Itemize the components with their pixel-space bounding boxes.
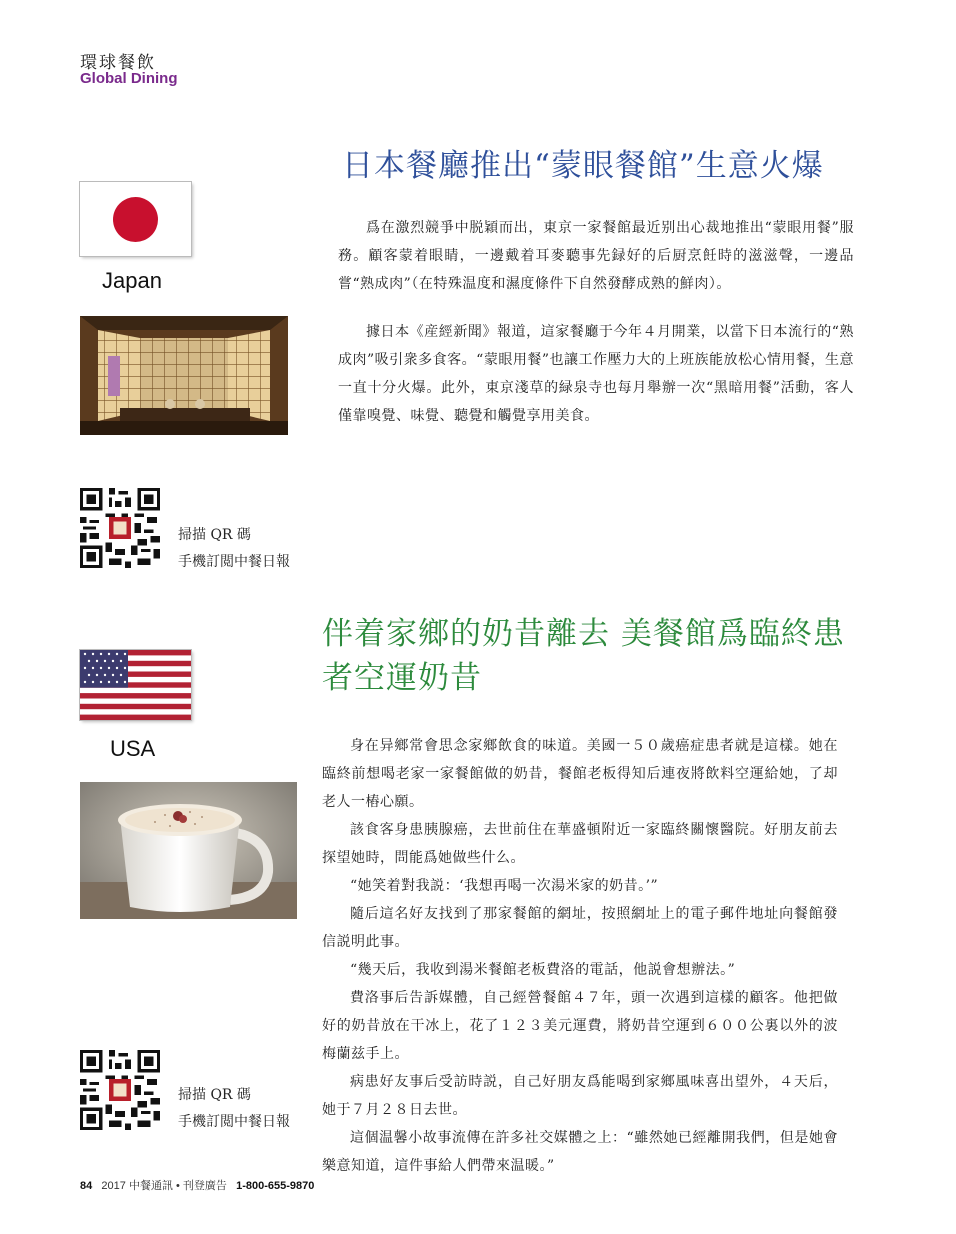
qr-code-icon[interactable]	[80, 488, 160, 568]
footer-text: 2017 中餐通訊 • 刊登廣告	[101, 1180, 227, 1192]
qr-caption-line1: 掃描 QR 碼	[178, 527, 251, 543]
japan-flag-icon	[80, 182, 191, 256]
qr-code-icon[interactable]	[80, 1050, 160, 1130]
usa-flag-icon	[80, 650, 191, 720]
article2-paragraph: 隨后這名好友找到了那家餐館的網址，按照網址上的電子郵件地址向餐館發信説明此事。	[322, 906, 838, 950]
article1-country-label: Japan	[102, 268, 162, 293]
section-title-en: Global Dining	[80, 70, 178, 87]
article1-paragraph: 據日本《産經新聞》報道，這家餐廳于今年４月開業，以當下日本流行的“熟成肉”吸引衆多食客。“蒙眼用餐”也讓工作壓力大的上班族能放松心情用餐，生意一直十分火爆。此外，東京淺草的緑泉寺也每月舉辦一次“黑暗用餐”活動，客人僅靠嗅覺、味覺、聽覺和觸覺享用美食。	[338, 324, 854, 424]
article2-paragraph: “幾天后，我收到湯米餐館老板費洛的電話，他説會想辦法。”	[350, 962, 736, 978]
article2-paragraph: 費洛事后告訴媒體，自己經營餐館４７年，頭一次遇到這樣的顧客。他把做好的奶昔放在干冰上，花了１２３美元運費，將奶昔空運到６００公裏以外的波梅蘭兹手上。	[322, 990, 838, 1062]
qr-caption	[178, 1082, 290, 1136]
article2-paragraph: 該食客身患胰腺癌，去世前住在華盛頓附近一家臨終關懷醫院。好朋友前去探望她時，問能爲她做些什么。	[322, 822, 838, 866]
section-title-cn: 環球餐飲	[80, 53, 156, 73]
article2-paragraph: 這個温馨小故事流傳在許多社交媒體之上：“雖然她已經離開我們，但是她會樂意知道，這件事給人們帶來温暖。”	[322, 1130, 838, 1174]
page-footer	[80, 1177, 314, 1193]
article2-country-label: USA	[110, 736, 156, 761]
article1-title: 日本餐廳推出“蒙眼餐館”生意火爆	[342, 148, 824, 184]
qr-caption-line2: 手機訂閲中餐日報	[178, 1114, 290, 1130]
restaurant-photo	[80, 316, 288, 435]
article2-title: 伴着家鄉的奶昔離去 美餐館爲臨終患者空運奶昔	[322, 616, 845, 696]
qr-caption	[178, 522, 290, 576]
milkshake-photo	[80, 782, 297, 919]
article2-body	[322, 732, 838, 1180]
footer-phone: 1-800-655-9870	[236, 1180, 315, 1192]
article2-paragraph: “她笑着對我説：‘我想再喝一次湯米家的奶昔。’”	[350, 878, 659, 894]
article2-paragraph: 身在异鄉常會思念家鄉飲食的味道。美國一５０歲癌症患者就是這樣。她在臨終前想喝老家一家餐館做的奶昔，餐館老板得知后連夜將飲料空運給她，了却老人一樁心願。	[322, 738, 838, 810]
article1-paragraph: 爲在激烈競爭中脱穎而出，東京一家餐館最近别出心裁地推出“蒙眼用餐”服務。顧客蒙着眼睛，一邊戴着耳麥聽事先録好的后厨烹飪時的滋滋聲，一邊品嘗“熟成肉”（在特殊温度和濕度條件下自然發酵成熟的鮮肉）。	[338, 220, 854, 292]
qr-caption-line2: 手機訂閲中餐日報	[178, 554, 290, 570]
page-number: 84	[80, 1180, 93, 1192]
qr-caption-line1: 掃描 QR 碼	[178, 1087, 251, 1103]
article2-paragraph: 病患好友事后受訪時説，自己好朋友爲能喝到家鄉風味喜出望外，４天后，她于７月２８日去世。	[322, 1074, 838, 1118]
article1-body	[338, 214, 854, 430]
